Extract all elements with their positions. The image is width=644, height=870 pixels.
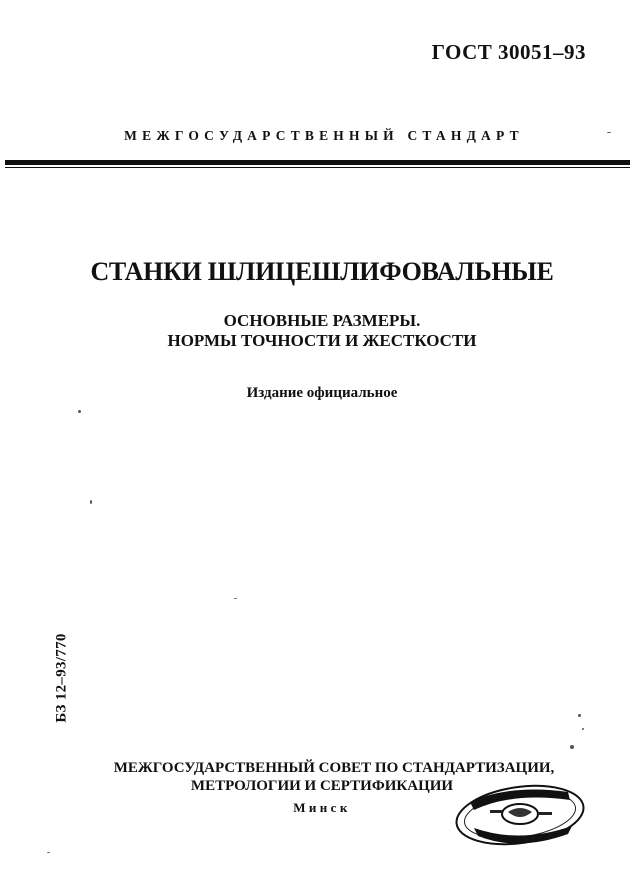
document-subtitle-line2: НОРМЫ ТОЧНОСТИ И ЖЕСТКОСТИ xyxy=(167,331,477,350)
header-rule-thin xyxy=(5,167,630,168)
edition-label: Издание официальное xyxy=(246,385,398,401)
scan-speck xyxy=(234,598,237,599)
header-rule-thick xyxy=(5,160,630,165)
gost-number: ГОСТ 30051–93 xyxy=(431,40,586,64)
standard-type-heading: МЕЖГОСУДАРСТВЕННЫЙ СТАНДАРТ xyxy=(124,128,524,143)
scan-speck xyxy=(570,745,574,749)
publication-city: Минск xyxy=(293,800,351,815)
publisher-line2: МЕТРОЛОГИИ И СЕРТИФИКАЦИИ xyxy=(190,778,454,794)
scan-speck xyxy=(607,132,611,133)
scan-speck xyxy=(78,410,81,413)
scan-speck xyxy=(90,500,92,504)
side-registration-code: БЗ 12–93/770 xyxy=(53,633,70,723)
publisher-line1: МЕЖГОСУДАРСТВЕННЫЙ СОВЕТ ПО СТАНДАРТИЗАЦИИ, xyxy=(113,760,555,776)
scan-speck xyxy=(582,728,584,730)
scan-speck xyxy=(47,852,50,853)
document-title: СТАНКИ ШЛИЦЕШЛИФОВАЛЬНЫЕ xyxy=(90,257,554,286)
scan-speck xyxy=(578,714,581,717)
document-subtitle-line1: ОСНОВНЫЕ РАЗМЕРЫ. xyxy=(223,311,421,330)
library-stamp-icon xyxy=(450,782,590,848)
